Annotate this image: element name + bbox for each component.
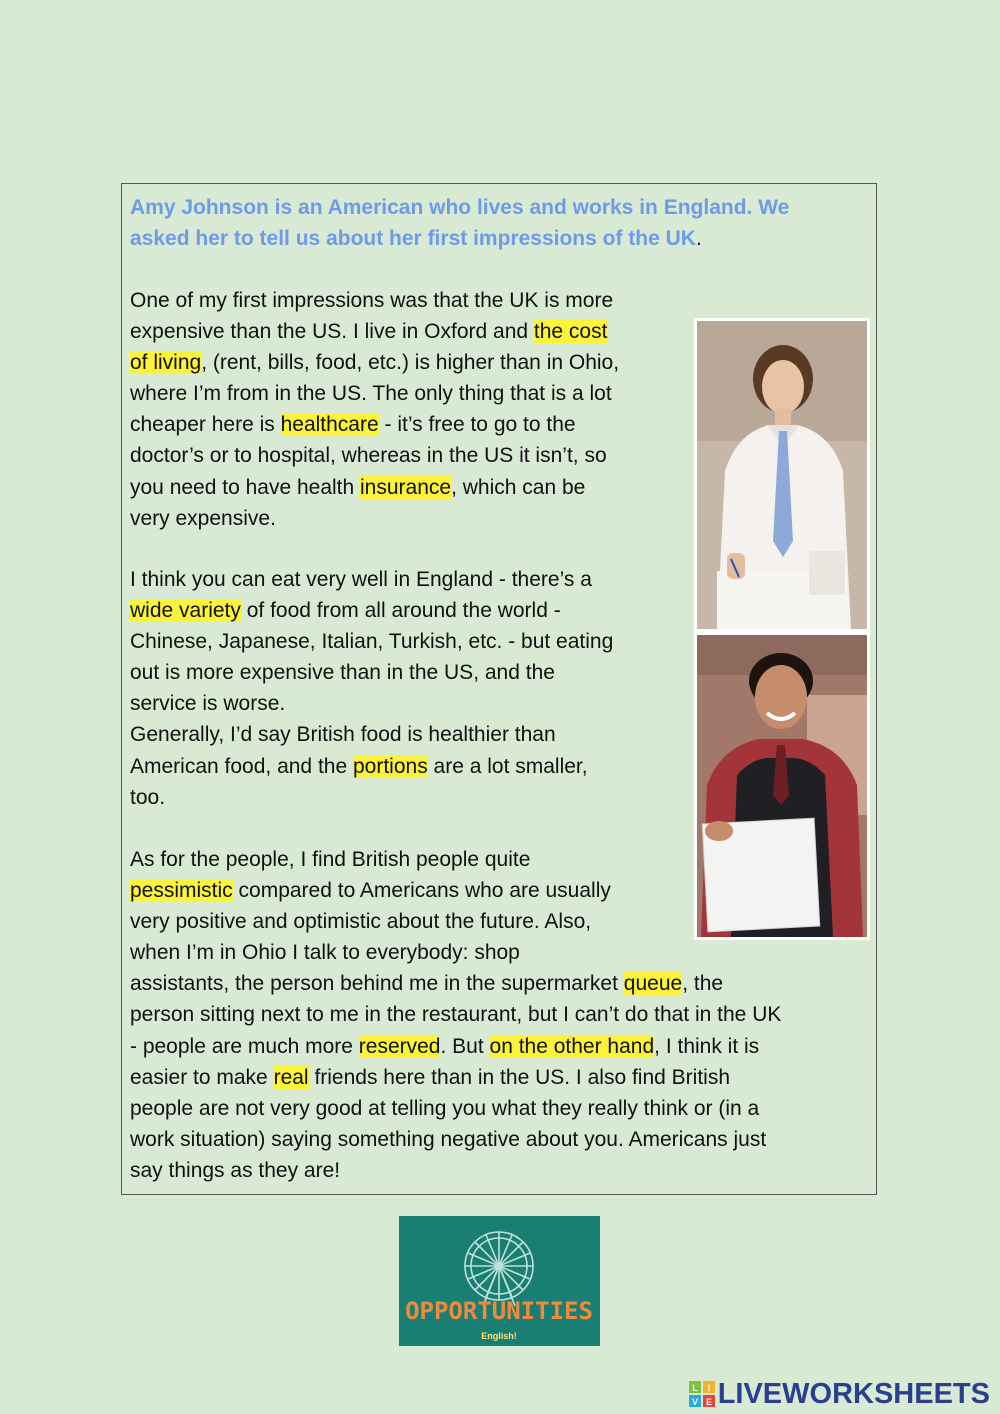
logo-sub-text: English!	[481, 1331, 517, 1341]
highlight-on-the-other-hand: on the other hand	[489, 1034, 655, 1058]
highlight-queue: queue	[623, 972, 683, 996]
highlight-healthcare: healthcare	[280, 413, 379, 437]
article-box	[121, 183, 877, 1195]
highlight-insurance: insurance	[360, 475, 452, 499]
highlight-of-living: of living	[130, 351, 202, 375]
liveworksheets-icon	[689, 1381, 715, 1407]
intro-text: Amy Johnson is an American who lives and works in England. We asked her to tell us about her first impressions of the UK.	[130, 196, 790, 251]
highlight-portions: portions	[352, 754, 428, 778]
highlight-wide-variety: wide variety	[130, 599, 241, 623]
photo-smiling-waiter	[694, 632, 870, 940]
opportunities-logo	[399, 1216, 600, 1346]
icon-letter-v: V	[691, 1397, 698, 1407]
icon-letter-i: I	[707, 1383, 710, 1393]
paragraph-cost-of-living: One of my first impressions was that the UK is more expensive than the US. I live in Oxford and the cost of living, (rent, bills, food, etc.) is higher than in Ohio, where I’m from in the US. The only thing that is a lot cheaper here is healthcare - it’s free to go to the doctor’s or to hospital, whereas in the US it isn’t, so you need to have health insurance, which can be very expensive.	[130, 289, 620, 530]
highlight-reserved: reserved	[358, 1034, 441, 1058]
paragraph-people: As for the people, I find British people quite pessimistic compared to Americans who are usually very positive and optimistic about the future. Also, when I’m in Ohio I talk to everybody: shop assistants, the person behind me in the supermarket queue, the person sitting next to me in the restaurant, but I can’t do that in the UK - people are much more reserved. But on the other hand, I think it is easier to make real friends here than in the US. I also find British people are not very good at telling you what they really think or (in a work situation) saying something negative about you. Americans just say things as they are!	[130, 848, 782, 1182]
logo-brand-text: OPPORTUNITIES	[405, 1297, 593, 1325]
liveworksheets-brand: LIVEWORKSHEETS	[717, 1377, 990, 1410]
liveworksheets-watermark	[689, 1378, 990, 1410]
icon-letter-l: L	[691, 1383, 698, 1393]
highlight-the-cost: the cost	[533, 320, 608, 344]
ferris-wheel-icon	[465, 1232, 533, 1306]
paragraph-food: I think you can eat very well in England - there’s a wide variety of food from all around the world - Chinese, Japanese, Italian, Turkish, etc. - but eating out is more expensive than in the US, and the service is worse. Generally, I’d say British food is healthier than American food, and the portions are a lot smaller, too.	[130, 568, 614, 809]
highlight-real: real	[273, 1065, 309, 1089]
highlight-pessimistic: pessimistic	[130, 879, 233, 903]
photo-unhappy-waitress	[694, 318, 870, 632]
icon-letter-e: E	[705, 1397, 712, 1407]
